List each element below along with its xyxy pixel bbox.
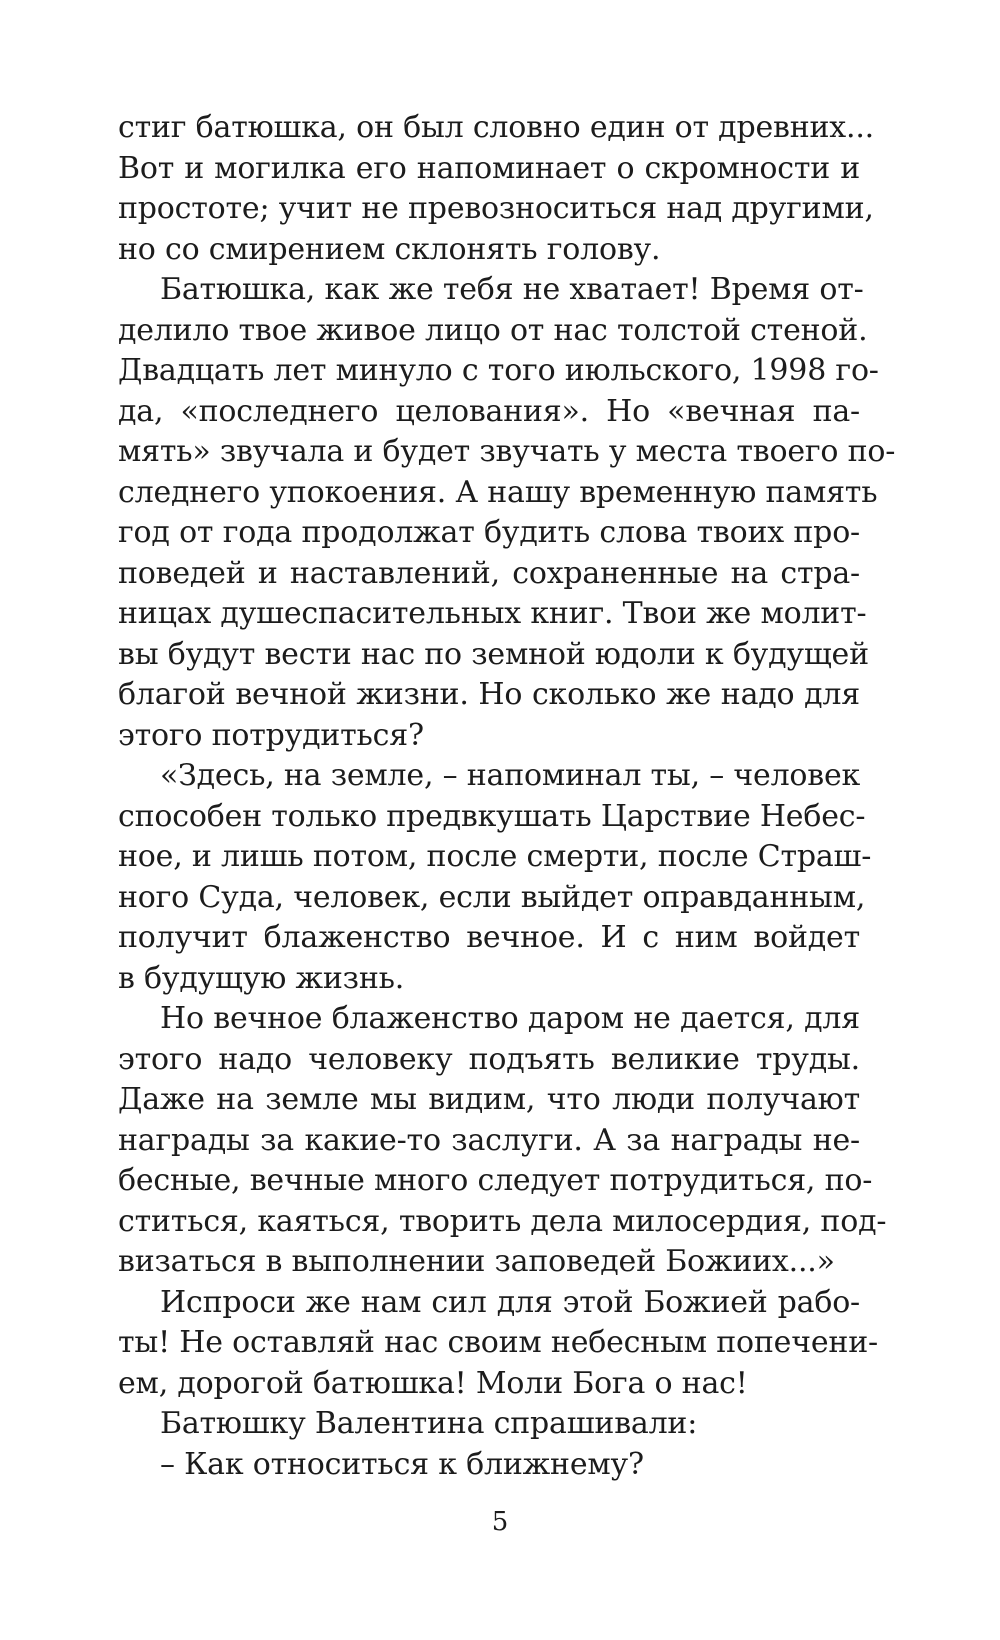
text-line: этого надо человеку подъять великие труды. [118,1041,860,1077]
text-line: вы будут вести нас по земной юдоли к будущей [118,636,869,672]
text-line: Батюшка, как же тебя не хватает! Время от- [160,272,864,307]
text-line: простоте; учит не превозноситься над другими, [118,191,874,226]
text-line: Батюшку Валентина спрашивали: [160,1406,698,1441]
page-number: 5 [491,1507,509,1537]
text-line: год от года продолжат будить слова твоих про- [118,515,860,550]
text-line: этого потрудиться? [118,717,424,753]
text-line: бесные, вечные много следует потрудиться, по- [118,1163,873,1198]
text-line: делило твое живое лицо от нас толстой стеной. [118,312,868,348]
text-line: ем, дорогой батюшка! Моли Бога о нас! [118,1365,748,1401]
text-line: поведей и наставлений, сохраненные на стра- [118,555,860,591]
text-line: следнего упокоения. А нашу временную память [118,474,878,510]
text-line: Двадцать лет минуло с того июльского, 1998 го- [118,353,879,388]
text-line: Вот и могилка его напоминает о скромности и [118,150,860,186]
body-text [118,108,896,1485]
text-line: мять» звучала и будет звучать у места твоего по- [118,434,896,469]
text-line: визаться в выполнении заповедей Божиих...» [118,1244,835,1279]
text-line: ного Суда, человек, если выйдет оправданным, [118,879,866,915]
text-line: – Как относиться к ближнему? [160,1446,644,1482]
text-line: ститься, каяться, творить дела милосердия, под- [118,1203,887,1239]
text-line: «Здесь, на земле, – напоминал ты, – человек [160,758,861,793]
text-line: способен только предвкушать Царствие Небес- [118,798,866,834]
text-line: ницах душеспасительных книг. Твои же молит- [118,596,867,631]
text-line: благой вечной жизни. Но сколько же надо для [118,677,860,712]
text-line: Но вечное блаженство даром не дается, для [160,1001,860,1036]
text-line: стиг батюшка, он был словно един от древних... [118,110,875,145]
text-line: да, «последнего целования». Но «вечная па- [118,393,860,429]
text-line: Даже на земле мы видим, что люди получают [118,1082,860,1117]
text-line: ное, и лишь потом, после смерти, после Страш- [118,839,872,874]
text-line: но со смирением склонять голову. [118,231,661,267]
text-line: награды за какие-то заслуги. А за награды не- [118,1122,860,1158]
text-line: ты! Не оставляй нас своим небесным попечени- [118,1325,878,1360]
text-line: Испроси же нам сил для этой Божией рабо- [160,1284,860,1320]
text-line: получит блаженство вечное. И с ним войдет [118,920,860,955]
text-line: в будущую жизнь. [118,960,405,996]
